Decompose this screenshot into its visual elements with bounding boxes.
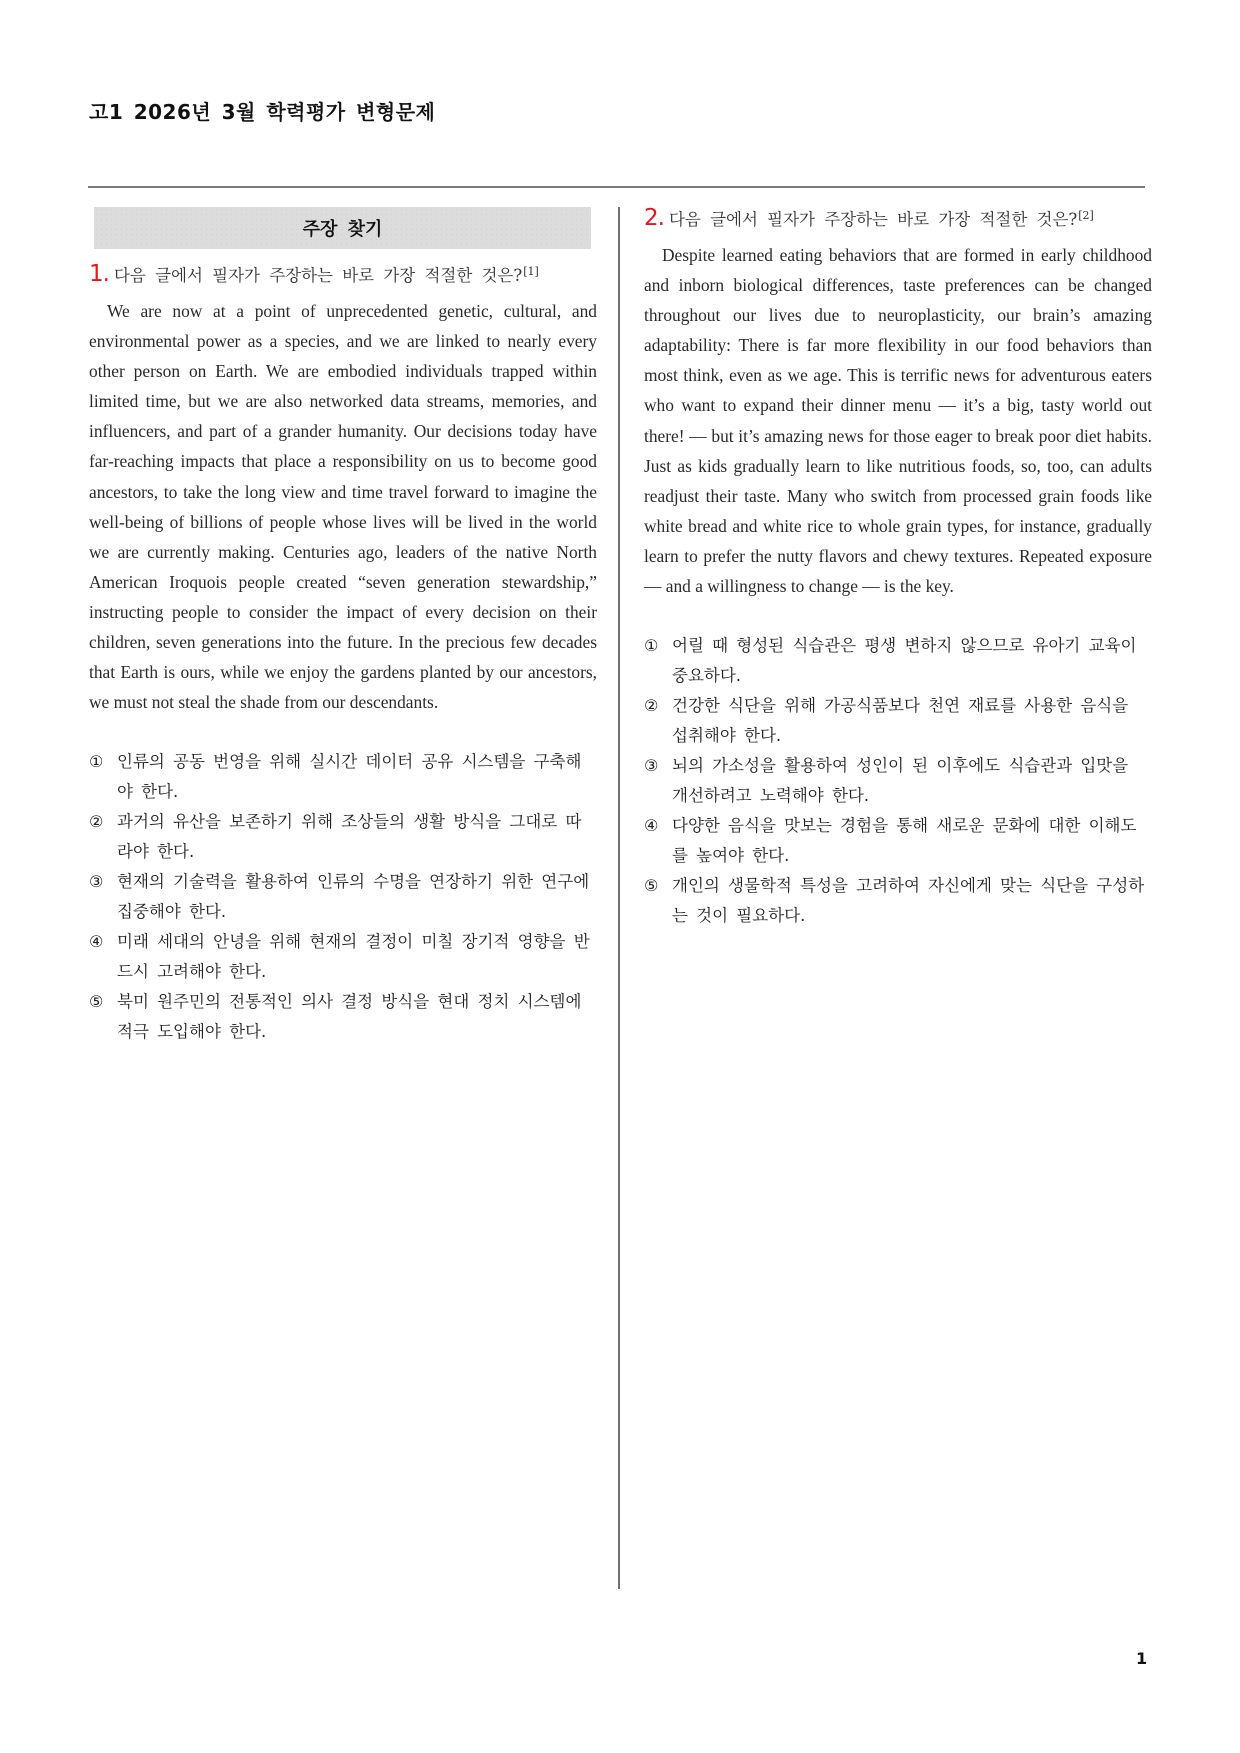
choice-text: 뇌의 가소성을 활용하여 성인이 된 이후에도 식습관과 입맛을 개선하려고 노력해야 한다.	[672, 756, 1129, 806]
choice-3[interactable]	[644, 751, 1152, 811]
choice-text: 현재의 기술력을 활용하여 인류의 수명을 연장하기 위한 연구에 집중해야 한다.	[117, 872, 590, 922]
question-prompt	[89, 260, 597, 288]
passage: We are now at a point of unprecedented genetic, cultural, and environmental power as a species, and we are linked to nearly every other person on Earth. We are embodied individuals trapped within limited time, but we are also networked data streams, memories, and influencers, and part of a grander humanity. Our decisions today have far-reaching impacts that place a responsibility on us to become good ancestors, to take the long view and time travel forward to imagine the well-being of billions of people whose lives will be lived in the world we are currently making. Centuries ago, leaders of the native North American Iroquois people created “seven generation stewardship,” instructing people to consider the impact of every decision on their children, seven generations into the future. In the precious few decades that Earth is ours, while we enjoy the gardens planted by our ancestors, we must not steal the shade from our descendants.	[89, 301, 597, 713]
question-text: 다음 글에서 필자가 주장하는 바로 가장 적절한 것은?	[668, 210, 1078, 229]
column-divider	[618, 207, 620, 1589]
section-header	[94, 207, 591, 249]
choice-5[interactable]	[644, 871, 1152, 931]
header-divider	[88, 186, 1145, 188]
footnote-ref: [2]	[1078, 209, 1094, 222]
question-2	[644, 204, 1152, 931]
page-title: 고1 2026년 3월 학력평가 변형문제	[89, 100, 436, 124]
question-number: 2.	[644, 205, 664, 231]
choice-text: 다양한 음식을 맛보는 경험을 통해 새로운 문화에 대한 이해도를 높여야 한다.	[672, 816, 1137, 866]
answer-choices	[89, 747, 597, 1047]
choice-text: 미래 세대의 안녕을 위해 현재의 결정이 미칠 장기적 영향을 반드시 고려해야 한다.	[117, 932, 590, 982]
section-title: 주장 찾기	[302, 219, 383, 240]
question-text: 다음 글에서 필자가 주장하는 바로 가장 적절한 것은?	[113, 266, 523, 285]
choice-4[interactable]	[644, 811, 1152, 871]
choice-text: 개인의 생물학적 특성을 고려하여 자신에게 맞는 식단을 구성하는 것이 필요하다.	[672, 876, 1145, 926]
choice-mark: ④	[89, 932, 104, 952]
choice-2[interactable]	[644, 691, 1152, 751]
choice-mark: ③	[89, 872, 104, 892]
choice-text: 어릴 때 형성된 식습관은 평생 변하지 않으므로 유아기 교육이 중요하다.	[672, 636, 1137, 686]
choice-1[interactable]	[89, 747, 597, 807]
passage: Despite learned eating behaviors that are formed in early childhood and inborn biological differences, taste preferences can be changed throughout our lives due to neuroplasticity, our brain’s amazing adaptability: There is far more flexibility in our food behaviors than most think, even as we age. This is terrific news for adventurous eaters who want to expand their dinner menu — it’s a big, tasty world out there! — but it’s amazing news for those eager to break poor diet habits. Just as kids gradually learn to like nutritious foods, so, too, can adults readjust their taste. Many who switch from processed grain foods like white bread and white rice to whole grain types, for instance, gradually learn to prefer the nutty flavors and chewy textures. Repeated exposure — and a willingness to change — is the key.	[644, 245, 1152, 597]
choice-1[interactable]	[644, 631, 1152, 691]
choice-text: 건강한 식단을 위해 가공식품보다 천연 재료를 사용한 음식을 섭취해야 한다.	[672, 696, 1129, 746]
choice-mark: ②	[89, 812, 104, 832]
choice-mark: ③	[644, 756, 659, 776]
choice-3[interactable]	[89, 867, 597, 927]
choice-mark: ⑤	[644, 876, 659, 896]
choice-mark: ①	[89, 752, 104, 772]
choice-mark: ①	[644, 636, 659, 656]
choice-4[interactable]	[89, 927, 597, 987]
choice-text: 과거의 유산을 보존하기 위해 조상들의 생활 방식을 그대로 따라야 한다.	[117, 812, 582, 862]
footnote-ref: [1]	[523, 265, 539, 278]
choice-5[interactable]	[89, 987, 597, 1047]
page-number: 1	[1136, 1649, 1148, 1668]
question-number: 1.	[89, 261, 109, 287]
question-1	[89, 260, 597, 1047]
choice-2[interactable]	[89, 807, 597, 867]
answer-choices	[644, 631, 1152, 931]
question-prompt	[644, 204, 1152, 232]
choice-text: 인류의 공동 번영을 위해 실시간 데이터 공유 시스템을 구축해야 한다.	[117, 752, 582, 802]
choice-text: 북미 원주민의 전통적인 의사 결정 방식을 현대 정치 시스템에 적극 도입해야 한다.	[117, 992, 582, 1042]
choice-mark: ④	[644, 816, 659, 836]
choice-mark: ⑤	[89, 992, 104, 1012]
choice-mark: ②	[644, 696, 659, 716]
